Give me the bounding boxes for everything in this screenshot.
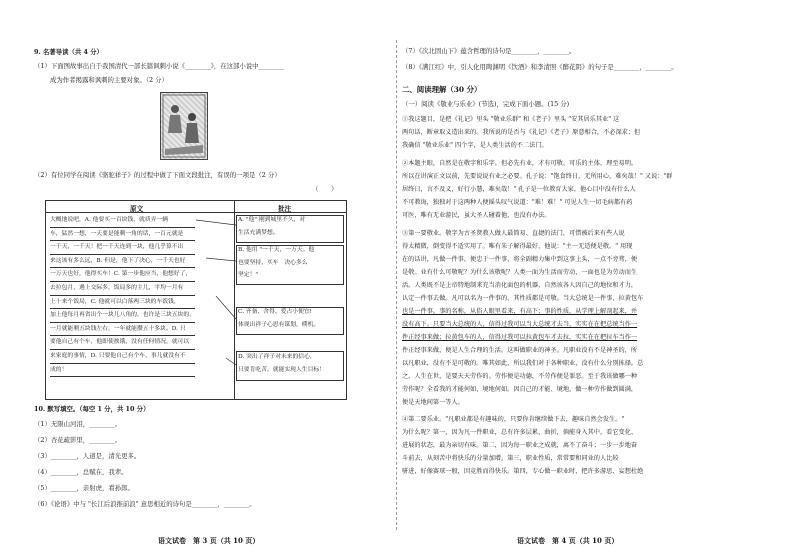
q10-5: （5）________，亲射虎，看孙郎。 xyxy=(34,484,134,492)
annotation-table xyxy=(45,200,347,400)
passage-line: 活。人类既不是上帝特地制来充当消化面包的机器，自然该各人因自己的地位和才力， xyxy=(402,282,638,289)
passage-line: 是敬。业有什么可敬呢？为什么该敬呢？人类一面为生活而劳动，一面也是为劳动而生 xyxy=(402,269,638,276)
q10-4: （4）________，总赋在，我辈。 xyxy=(34,468,128,476)
passage-line: 骈进，好像赛球一般，因竞胜而得快乐。第四，专心做一职业时，把许多游思、妄想杜绝 xyxy=(402,468,644,475)
passage-line: ④第二要乐业。"凡职业都是有趣味的，只要你肯继续做下去，趣味自然会发生。" xyxy=(402,416,625,423)
passage-line: 斗前去，从刻苦中将快乐的分量加增。第三，职业性质，常常要和同业的人比较 xyxy=(402,455,619,462)
page-footer-left: 语文试卷 第 3 页（共 10 页） xyxy=(158,536,260,545)
passage-line: ②本题主眼，自然是在敬字和乐字。但必先有业，才有可敬、可乐的主体，理至易明。 xyxy=(402,160,638,167)
q8: （8）《满江红》中，引人化用陶渊明《饮酒》和李清照《醉花阴》的句子是________，________。 xyxy=(402,63,678,71)
annotation-c-line: 体现出祥子心思有谋划，樸机。 xyxy=(238,321,320,328)
annotation-d-line: D. 突出了祥子对未来的信心， xyxy=(238,354,316,360)
passage-line: 认定一件事去做。凡可以名为一件事的，其性质都是可敬。当大总统是一件事，拉黄包车 xyxy=(402,295,644,302)
orig-line: 一千天，一千天！把一千天连到一块，他几乎算不出 xyxy=(50,241,195,255)
orig-line: 要他自己有个车，他即使挨饿，没有任何情况，就可以 xyxy=(50,336,195,350)
q9-title: 9. 名著导读（共 4 分） xyxy=(34,48,103,56)
orig-line: 车，猛然一想，一天要是能剩一角的话，一百元就是 xyxy=(50,228,195,242)
page-footer-right: 语文试卷 第 4 页（共 10 页） xyxy=(517,536,619,545)
connector-c xyxy=(216,296,236,319)
orig-line: 大概地说吧，A. 他要买一百块钱，就质弄一辆 xyxy=(50,214,195,228)
annotation-a-line: A. "他" 刚到城里不久，对 xyxy=(238,217,306,223)
table-header-annotation: 批注 xyxy=(278,205,292,213)
connector-lines xyxy=(46,201,346,399)
orig-line: 一万天也好，他得买车！C. 第一步他应当，他想好了， xyxy=(50,268,195,282)
annotation-b-line: B. 他用 "一千天，一万天。他 xyxy=(238,247,315,253)
passage-line: 之，人生在世，是要天天劳作的。劳作便是功德，不劳作便是罪恶。至于我该做哪一种 xyxy=(402,373,638,380)
passage-line: 可医，唯有无业游民，虽大圣人碰着他，也没有办法。 xyxy=(402,212,551,219)
annotation-d-line: 只要肯吃苦，就能实现人生目标！ xyxy=(238,366,325,373)
orig-line: 去拉包月，遇上交际多，饭局多的主儿，平均一月有 xyxy=(50,282,195,296)
q9-1-line1: （1）下面图故事出自于我国清代一部长篇讽刺小说《________》，在这部小说中________ xyxy=(34,62,285,70)
annotation-c-line: C. 齐备、舍得、爱占小便宜! xyxy=(238,309,313,315)
annotation-b-line: 坚定！" xyxy=(238,272,259,279)
passage-line: 居终日，言不及义，好行小慧，难矣哉！" 孔子是一位教育大家，他心目中没有什么人 xyxy=(402,186,636,193)
passage-line: 所以在讲演正文以前，先要说说有业之必要。孔子说："饱食终日，无所用心，难矣哉！" 又说："群 xyxy=(402,173,673,180)
passage-line: 进展的状态，最为亲切有味。第二，因为每一职业之成就，离不了奋斗；一步一步地奋 xyxy=(402,442,638,449)
passage-line: 我确信 "敬业乐业" 四个字，是人类生活的不二法门。 xyxy=(402,142,548,149)
passage-line-underlined: 件正经事来做；拉黄包车的人，信得过我可以拉黄包车才去拉，实实在在把拉车当作一 xyxy=(402,334,638,341)
passage-line: 在的话讲，凡做一件事，便忠于一件事，将全副精力集中到这事上头，一点不旁骛，便 xyxy=(402,256,638,263)
connector-a xyxy=(196,220,236,225)
connector-d xyxy=(226,358,236,365)
passage-line: 便是天地间第一等人。 xyxy=(402,399,464,406)
orig-line: 成的！ xyxy=(50,364,195,378)
q9-2-paren: （ ） xyxy=(312,185,338,193)
q10-3: （3）________，人道是，清光更多。 xyxy=(34,452,141,460)
orig-line: 加上他每月再省出个一块儿八角的，也许是三块五块的， xyxy=(50,309,195,323)
passage-line: 不可教诲，独独对于这两种人便摇头叹气说道："难！难！" 可见人生一切毛病都有药 xyxy=(402,199,633,206)
orig-line: 上十来个饭局，C. 他就可以白落两三块的车饭钱， xyxy=(50,296,195,310)
passage-line-underlined: 也是一件事。事的名称，从俗人眼里看来，有高下；事的性质，从学理上解剖起来，并 xyxy=(402,308,638,315)
story-illustration xyxy=(160,92,208,160)
q10-title: 10. 默写填空。（每空 1 分，共 10 分） xyxy=(34,405,150,413)
q10-6: （6）《论语》中与 "长江后浪推前浪" 意思相近的诗句是________，________。 xyxy=(34,500,256,508)
passage-line: 劳作呢？全看我的才能何如，境地何如。因自己的才能、境地，做一种劳作做到圆满， xyxy=(402,386,638,393)
section-title: 二、阅读理解（30 分） xyxy=(402,85,482,94)
annotation-b-line: 也要坚持，买车 决心多么 xyxy=(238,259,308,266)
passage-line: 件正经事来做，便是人生合理的生活。这叫做职业的神圣。凡职业没有不是神圣的，所 xyxy=(402,347,638,354)
right-page xyxy=(397,0,794,560)
passage-line: ③第一要敬业。敬字为古圣贤教人做人最简易、直捷的法门，可惜被后来有些人说 xyxy=(402,230,625,237)
orig-line: 来这该有多么远，B. 但是，他下了决心，一千天也好 xyxy=(50,255,195,269)
table-header-original: 原文 xyxy=(130,205,144,213)
annotation-a-line: 生活充满梦想。 xyxy=(238,229,279,236)
q10-2: （2）杏花疏影里，________。 xyxy=(34,436,122,444)
orig-line: 一月就能剩五块钱左右，一年就能攒五十多块。D. 只 xyxy=(50,323,195,337)
passage-line: 两句话，断章取义造出来的。我所说的是否与《礼记》《老子》原意相合，不必深求；但 xyxy=(402,129,641,136)
q9-2-line1: （2）有位同学在阅读《骆驼祥子》的过程中做了下面文段批注，有误的一项是（2 分） xyxy=(34,171,281,179)
q7: （7）《次北固山下》蕴含哲理的诗句是________，________。 xyxy=(402,47,576,55)
passage-line: 为什么呢？第一，因为凡一件职业，总有许多层累、曲折，倘能身入其中，看它变化、 xyxy=(402,429,638,436)
passage-line: 得太精微，倒变得不适实用了。唯有朱子解得最好，他说："主一无适便是敬。" 用现 xyxy=(402,243,633,250)
connector-b xyxy=(206,258,236,261)
orig-line: 来家庭的事情，D. 只要他自己有个车，事儿就没有不 xyxy=(50,350,195,364)
passage-line: ①我这题目，是把《礼记》里头 "敬业乐群" 和《老子》里头 "安其居乐其业" 这 xyxy=(402,116,620,123)
sub-title: （一）阅读《敬业与乐业》(节选)，完成下面小题。(15 分) xyxy=(402,100,570,108)
passage-line: 以凡职业，没有不是可敬的。唯其如此，所以我们对于各种职业，没有什么分别拣择。总 xyxy=(402,360,644,367)
q10-1: （1）无限山河泪，________。 xyxy=(34,420,122,428)
passage-line-underlined: 没有高下。只要当大总统的人，信得过我可以当大总统才去当，实实在在把总统当作一 xyxy=(402,321,638,328)
q9-1-line2: 成为作者揭露和讽刺的主要对象。（2 分） xyxy=(50,76,168,84)
illustration-figures-icon xyxy=(161,93,207,159)
